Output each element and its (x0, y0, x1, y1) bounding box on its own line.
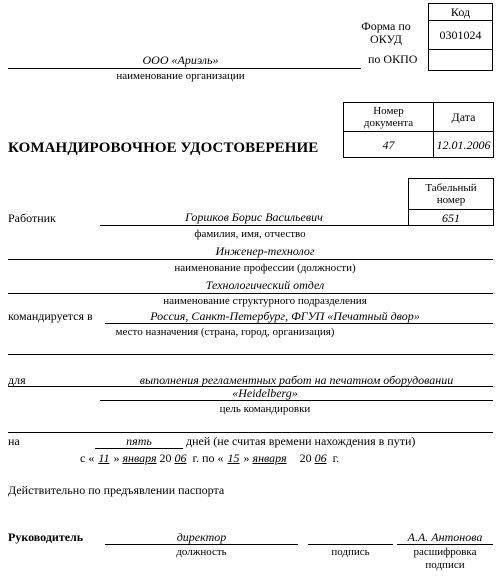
document-number-date-table (343, 102, 494, 158)
to-day: 15 (227, 451, 240, 465)
from-prefix: с « (80, 451, 95, 465)
duration-days: пять (126, 434, 152, 448)
to-year-prefix: 20 (299, 451, 312, 465)
tab-number-value: 651 (409, 210, 494, 226)
code-header: Код (429, 4, 493, 21)
employee-department: Технологический отдел (205, 278, 325, 292)
employee-name-line (100, 225, 408, 226)
purpose-line1: выполнения регламентных работ на печатном оборудовании (139, 373, 454, 387)
decoded-caption-line1: расшифровка (413, 546, 477, 558)
employee-label: Работник (8, 211, 56, 225)
purpose-line2: «Heidelberg» (232, 386, 298, 400)
signature-label: Руководитель (8, 530, 84, 544)
organization-name: ООО «Ариэль» (142, 53, 219, 67)
to-suffix: г. (332, 451, 340, 465)
signature-sign-caption: подпись (331, 546, 370, 558)
from-suffix: г. по « (192, 451, 224, 465)
purpose-extra-line (8, 432, 493, 433)
destination-value: Россия, Санкт-Петербург, ФГУП «Печатный двор» (150, 309, 420, 323)
tab-number-header: Табельный номер (409, 179, 494, 210)
employee-name-caption: фамилия, имя, отчество (194, 228, 306, 240)
document-number: 47 (344, 132, 434, 158)
passport-note: Действительно по предъявлении паспорта (8, 483, 225, 497)
duration-dates (80, 451, 339, 466)
purpose-line2-rule (100, 400, 493, 401)
duration-days-text: дней (не считая времени нахождения в пути) (186, 434, 416, 448)
signature-decoded-caption (397, 546, 493, 572)
codes-table (428, 3, 493, 71)
employee-department-line (8, 293, 493, 294)
to-month: января (252, 451, 287, 465)
employee-department-caption: наименование структурного подразделения (163, 295, 367, 307)
document-date: 12.01.2006 (434, 132, 494, 158)
signature-sign-line (308, 544, 393, 545)
to-mid: » (243, 451, 250, 465)
from-mid: » (113, 451, 120, 465)
form-okud-label (355, 20, 417, 46)
from-year-prefix: 20 (159, 451, 172, 465)
purpose-label: для (8, 373, 26, 387)
employee-position-line (8, 259, 493, 260)
signature-decoded: А.А. Антонова (407, 530, 483, 544)
from-month: января (122, 451, 157, 465)
date-header: Дата (434, 103, 494, 132)
number-header: Номер документа (344, 103, 434, 132)
from-day: 11 (98, 451, 110, 465)
organization-caption: наименование организации (116, 70, 245, 82)
signature-position: директор (176, 530, 227, 544)
to-year: 06 (314, 451, 327, 465)
okud-value-cell: 0301024 (429, 21, 493, 50)
tab-number-table (408, 178, 494, 226)
employee-name: Горшков Борис Васильевич (185, 210, 323, 224)
signature-position-caption: должность (176, 546, 227, 558)
document-title: КОМАНДИРОВОЧНОЕ УДОСТОВЕРЕНИЕ (8, 140, 319, 156)
employee-position: Инженер-технолог (215, 244, 315, 258)
signature-position-line (105, 544, 298, 545)
destination-extra-line (8, 354, 493, 355)
form-okud-text: Форма по ОКУД (361, 19, 411, 46)
duration-days-line (95, 448, 183, 449)
signature-decoded-line (397, 544, 493, 545)
duration-label: на (8, 434, 20, 448)
okpo-label: по ОКПО (368, 52, 418, 66)
employee-position-caption: наименование профессии (должности) (174, 262, 356, 274)
from-year: 06 (174, 451, 187, 465)
okpo-value-cell (429, 50, 493, 71)
decoded-caption-line2: подписи (425, 559, 465, 571)
organization-line (8, 68, 361, 69)
destination-caption: место назначения (страна, город, организация) (115, 326, 335, 338)
destination-line (105, 323, 493, 324)
purpose-caption: цель командировки (219, 403, 311, 415)
destination-label: командируется в (8, 309, 93, 323)
